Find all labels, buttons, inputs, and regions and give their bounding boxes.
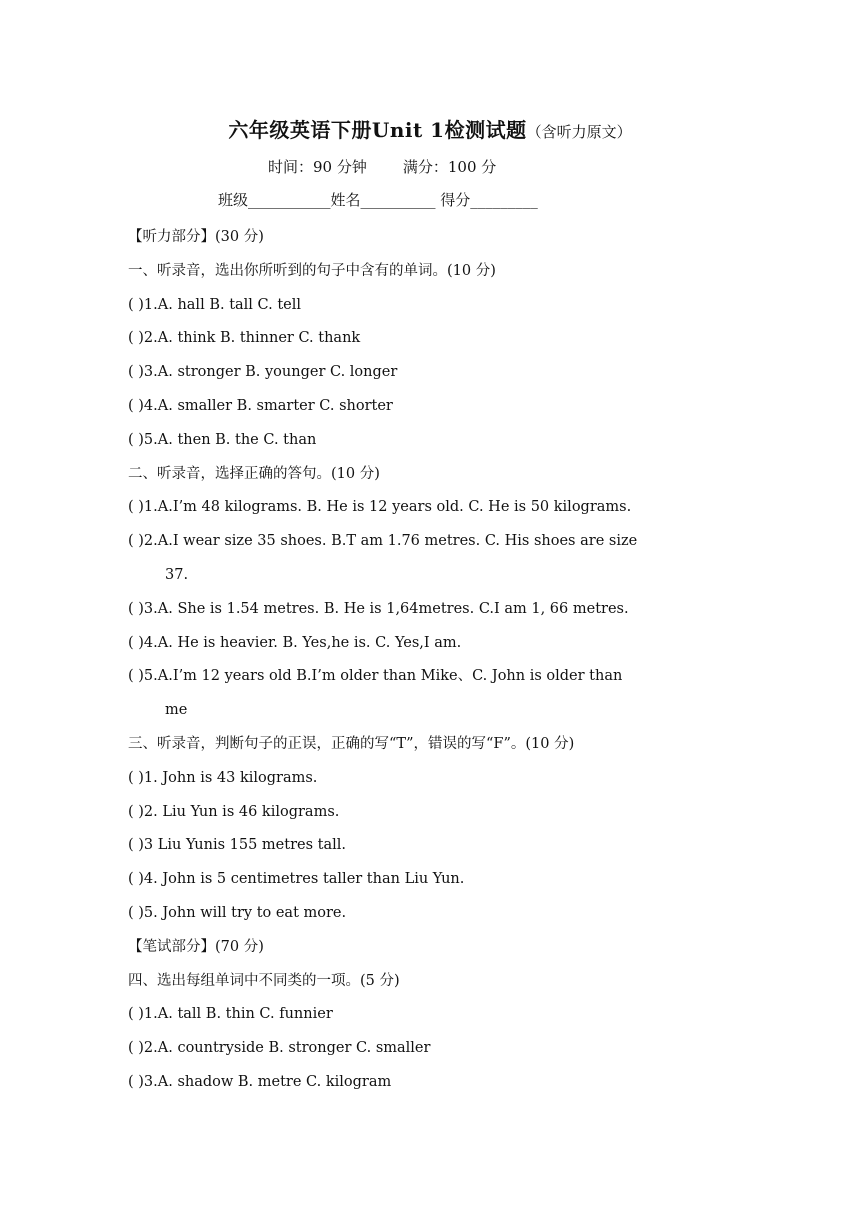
- text-line: ( )2.A.I wear size 35 shoes. B.T am 1.76 metres. C. His shoes are size: [128, 533, 638, 550]
- text-line-continuation: me: [165, 702, 188, 719]
- text-line: ( )2.A. think B. thinner C. thank: [128, 330, 361, 347]
- title-note: （含听力原文）: [526, 123, 632, 141]
- text-line: 三、听录音，判断句子的正误，正确的写“T”，错误的写“F”。(10 分): [128, 735, 575, 752]
- text-line: ( )5. John will try to eat more.: [128, 904, 347, 921]
- text-line: ( )2. Liu Yun is 46 kilograms.: [128, 803, 340, 820]
- text-line: ( )1.A. tall B. thin C. funnier: [128, 1006, 333, 1023]
- text-line: 四、选出每组单词中不同类的一项。(5 分): [128, 972, 400, 989]
- student-info-line: 班级___________姓名__________ 得分_________: [218, 191, 538, 209]
- document-title: [0, 114, 860, 143]
- exam-total-score: 满分：100 分: [402, 158, 497, 176]
- exam-time: 时间：90 分钟: [268, 158, 367, 176]
- title-main: 六年级英语下册Unit 1检测试题: [228, 118, 527, 142]
- text-line: 【笔试部分】(70 分): [128, 938, 264, 955]
- text-line: ( )3.A. shadow B. metre C. kilogram: [128, 1073, 392, 1090]
- text-line: ( )3.A. stronger B. younger C. longer: [128, 364, 398, 381]
- exam-meta: [268, 156, 496, 177]
- text-line: ( )2.A. countryside B. stronger C. smaller: [128, 1040, 431, 1057]
- text-line: ( )3 Liu Yunis 155 metres tall.: [128, 837, 347, 854]
- text-line: 【听力部分】(30 分): [128, 229, 264, 245]
- text-line-continuation: 37.: [165, 566, 189, 583]
- text-line: ( )3.A. She is 1.54 metres. B. He is 1,64metres. C.I am 1, 66 metres.: [128, 600, 629, 617]
- text-line: ( )4. John is 5 centimetres taller than Liu Yun.: [128, 871, 465, 888]
- text-line: ( )1. John is 43 kilograms.: [128, 769, 318, 786]
- text-line: ( )1.A.I’m 48 kilograms. B. He is 12 years old. C. He is 50 kilograms.: [128, 499, 632, 516]
- text-line: 一、听录音，选出你所听到的句子中含有的单词。(10 分): [128, 262, 496, 279]
- text-line: ( )4.A. He is heavier. B. Yes,he is. C. Yes,I am.: [128, 634, 462, 651]
- exam-body: [128, 221, 738, 1100]
- text-line: ( )4.A. smaller B. smarter C. shorter: [128, 397, 393, 414]
- text-line: ( )5.A. then B. the C. than: [128, 431, 317, 448]
- text-line: ( )1.A. hall B. tall C. tell: [128, 296, 302, 313]
- text-line: 二、听录音，选择正确的答句。(10 分): [128, 465, 380, 482]
- text-line: ( )5.A.I’m 12 years old B.I’m older than Mike、C. John is older than: [128, 668, 623, 685]
